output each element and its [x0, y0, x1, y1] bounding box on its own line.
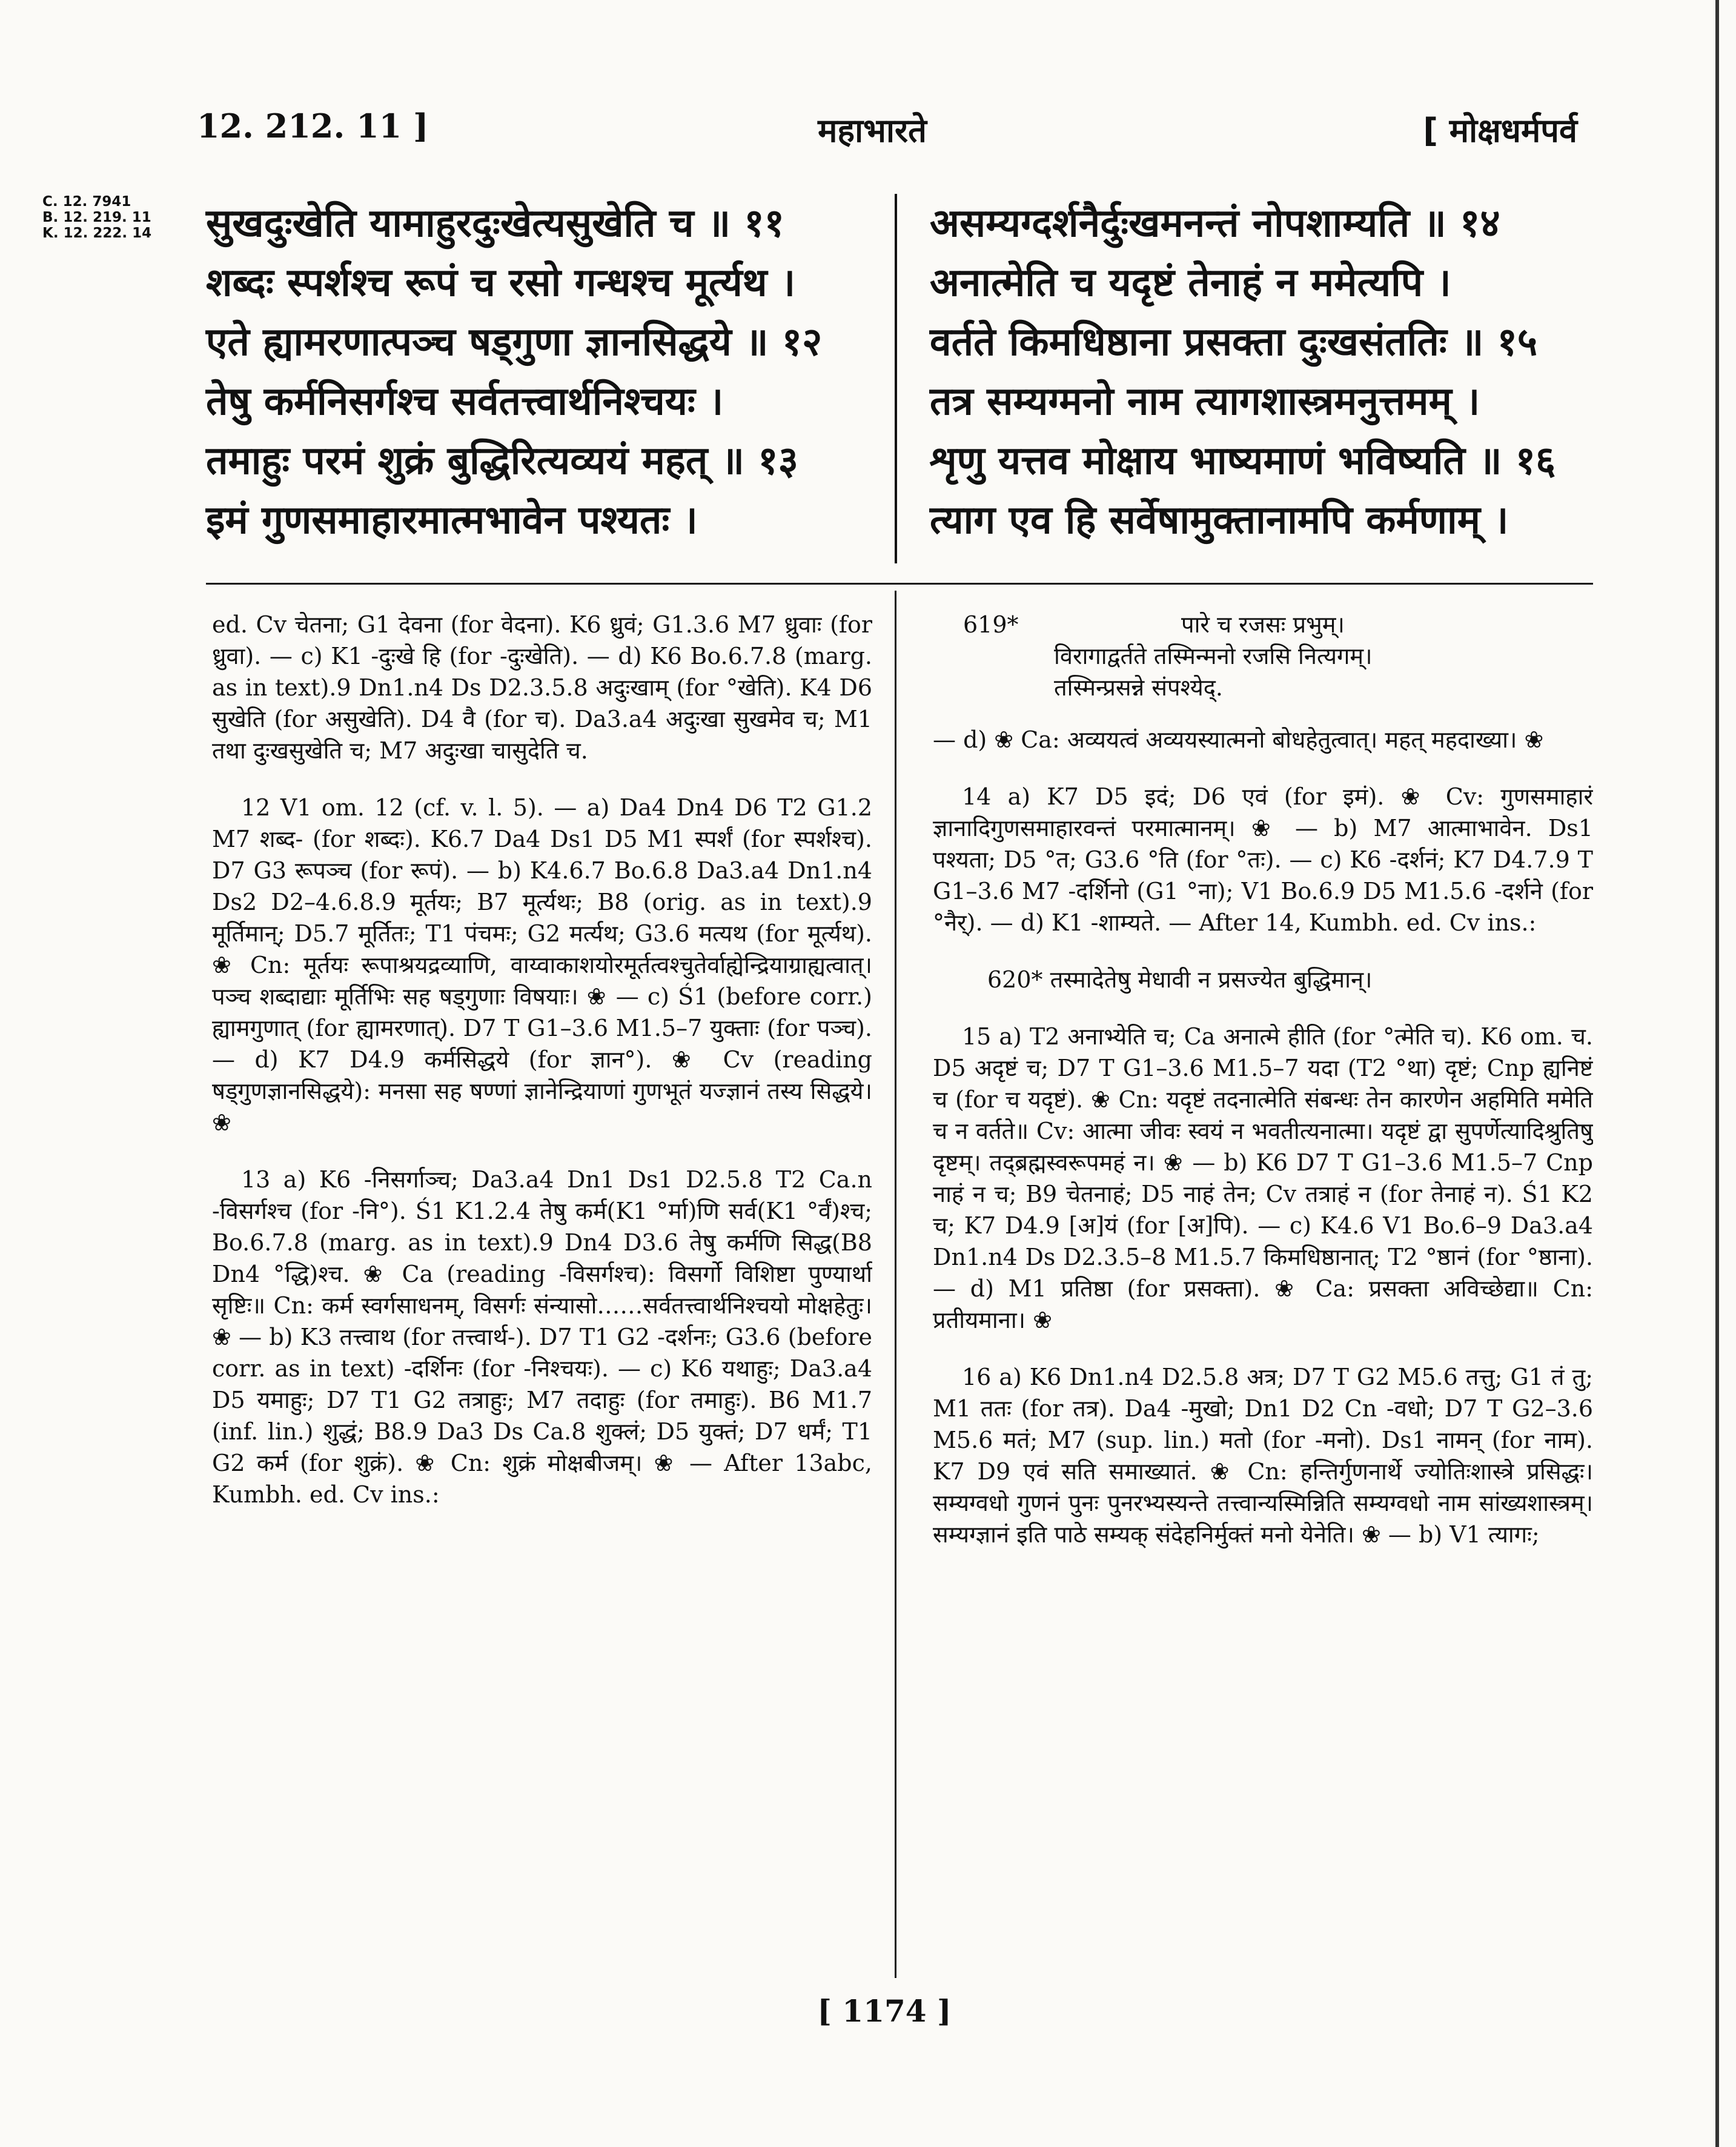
note-paragraph: — d) ❀ Ca: अव्ययत्वं अव्ययस्यात्मनो बोधहेतुत्वात्। महत् महदाख्या। ❀: [933, 726, 1544, 753]
verse-column-left: [206, 194, 878, 550]
verse-line: असम्यग्दर्शनैर्दुःखमनन्तं नोपशाम्यति ॥ १४: [930, 201, 1500, 246]
note-paragraph: 16 a) K6 Dn1.n4 D2.5.8 अत्र; D7 T G2 M5.6 तत्तु; G1 तं तु; M1 ततः (for तत्र). Da4 -मुखो; Dn1 D2 Cn -वधो; D7 T G2–3.6 M5.6 मतं; M7 (sup. lin.) मतो (for -मनो). Ds1 नामन् (for नाम). K7 D9 एवं सति समाख्यातं. ❀ Cn: हन्तिर्गुणनार्थे ज्योतिःशास्त्रे प्रसिद्धः। सम्यग्वधो गुणनं पुनः पुनरभ्यस्यन्ते तत्त्वान्यस्मिन्निति सम्यग्वधो नाम सांख्यशास्त्रम्। सम्यग्ज्ञानं इति पाठे सम्यक् संदेहनिर्मुक्तं मनो येनेति। ❀ — b) V1 त्यागः;: [933, 1364, 1593, 1548]
concordance-refs: [42, 194, 151, 241]
insert-number: 619*: [963, 611, 1019, 638]
verse-line: एते ह्यामरणात्पञ्च षड्गुणा ज्ञानसिद्धये ॥ १२: [206, 320, 823, 365]
insert-620: 620* तस्मादेतेषु मेधावी न प्रसज्येत बुद्धिमान्।: [987, 966, 1373, 993]
verse-line: अनात्मेति च यदृष्टं तेनाहं न ममेत्यपि ।: [930, 260, 1451, 305]
binding-edge: [1715, 0, 1719, 2147]
section-divider: [206, 583, 1593, 585]
concordance-ref: K. 12. 222. 14: [42, 225, 152, 241]
verse-reference: 12. 212. 11 ]: [197, 107, 429, 145]
insert-619: [933, 609, 1593, 703]
apparatus-left: [212, 609, 872, 1978]
verse-line: तमाहुः परमं शुक्रं बुद्धिरित्यव्ययं महत् ॥ १३: [206, 439, 798, 483]
verse-line: सुखदुःखेति यामाहुरदुःखेत्यसुखेति च ॥ ११: [206, 201, 784, 246]
note-paragraph: 14 a) K7 D5 इदं; D6 एवं (for इमं). ❀ Cv: गुणसमाहारं ज्ञानादिगुणसमाहारवन्तं परमात्मानम्। ❀ — b) M7 आत्माभावेन. Ds1 पश्यता; D5 °त; G3.6 °ति (for °तः). — c) K6 -दर्शनं; K7 D4.7.9 T G1–3.6 M7 -दर्शिनो (G1 °ना); V1 Bo.6.9 D5 M1.5.6 -दर्शने (for °नैर्). — d) K1 -शाम्यते. — After 14, Kumbh. ed. Cv ins.:: [933, 783, 1593, 936]
verse-column-right: [930, 194, 1590, 550]
verse-line: तत्र सम्यग्मनो नाम त्यागशास्त्रमनुत्तमम् ।: [930, 379, 1480, 424]
note-paragraph: 15 a) T2 अनाभ्येति च; Ca अनात्मे हीति (for °त्मेति च). K6 om. च. D5 अदृष्टं च; D7 T G1–3.6 M1.5–7 यदा (T2 °था) दृष्टं; Cnp ह्यनिष्टं च (for च यदृष्टं). ❀ Cn: यदृष्टं तदनात्मेति संबन्धः तेन कारणेन अहमिति ममेति च न वर्तते॥ Cv: आत्मा जीवः स्वयं न भवतीत्यनात्मा। यदृष्टं द्वा सुपर्णेत्यादिश्रुतिषु दृष्टम्। तद्ब्रह्मस्वरूपमहं न। ❀ — b) K6 D7 T G1–3.6 M1.5–7 Cnp नाहं न च; B9 चेतनाहं; D5 नाहं तेन; Cv तत्राहं न (for तेनाहं न). Ś1 K2 च; K7 D4.9 [अ]यं (for [अ]पि). — c) K4.6 V1 Bo.6–9 Da3.a4 Dn1.n4 Ds D2.3.5–8 M1.5.7 किमधिष्ठानात्; T2 °ष्ठानं (for °ष्ठाना). — d) M1 प्रतिष्ठा (for प्रसक्ता). ❀ Ca: प्रसक्ता अविच्छेद्या॥ Cn: प्रतीयमाना। ❀: [933, 1023, 1593, 1333]
page-number: [ 1174 ]: [817, 1993, 952, 2029]
column-divider-verse: [895, 194, 897, 563]
column-divider-notes: [895, 591, 896, 1978]
note-paragraph: ed. Cv चेतना; G1 देवना (for वेदना). K6 ध्रुवं; G1.3.6 M7 ध्रुवाः (for ध्रुवा). — c) K1 -दुःखे हि (for -दुःखेति). — d) K6 Bo.6.7.8 (marg. as in text).9 Dn1.n4 Ds D2.3.5.8 अदुःखाम् (for °खेति). K4 D6 सुखेति (for असुखेति). D4 वै (for च). Da3.a4 अदुःखा सुखमेव च; M1 तथा दुःखसुखेति च; M7 अदुःखा चासुदेति च.: [212, 611, 872, 764]
verse-line: शब्दः स्पर्शश्च रूपं च रसो गन्धश्च मूर्त्यथ ।: [206, 260, 796, 305]
section-title: [ मोक्षधर्मपर्व: [1423, 111, 1577, 150]
verse-line: तेषु कर्मनिसर्गश्च सर्वतत्त्वार्थनिश्चयः ।: [206, 379, 724, 424]
apparatus-right: [933, 609, 1593, 1978]
verse-line: त्याग एव हि सर्वेषामुक्तानामपि कर्मणाम् ।: [930, 498, 1509, 543]
verse-line: इमं गुणसमाहारमात्मभावेन पश्यतः ।: [206, 498, 698, 543]
verse-line: शृणु यत्तव मोक्षाय भाष्यमाणं भविष्यति ॥ १६: [930, 439, 1556, 483]
concordance-ref: B. 12. 219. 11: [42, 210, 151, 225]
note-paragraph: 13 a) K6 -निसर्गाञ्च; Da3.a4 Dn1 Ds1 D2.5.8 T2 Ca.n -विसर्गश्च (for -नि°). Ś1 K1.2.4 तेषु कर्म(K1 °र्मा)णि सर्व(K1 °र्वं)श्च; Bo.6.7.8 (marg. as in text).9 Dn4 D3.6 तेषु कर्मणि सिद्ध(B8 Dn4 °द्धि)श्च. ❀ Ca (reading -विसर्गश्च): विसर्गो विशिष्टा पुण्यार्था सृष्टिः॥ Cn: कर्म स्वर्गसाधनम्, विसर्गः संन्यासो……सर्वतत्त्वार्थनिश्चयो मोक्षहेतुः। ❀ — b) K3 तत्त्वाथ (for तत्त्वार्थ-). D7 T1 G2 -दर्शनः; G3.6 (before corr. as in text) -दर्शिनः (for -निश्चयः). — c) K6 यथाहुः; Da3.a4 D5 यमाहुः; D7 T1 G2 तत्राहुः; M7 तदाहुः (for तमाहुः). B6 M1.7 (inf. lin.) शुद्धं; B8.9 Da3 Ds Ca.8 शुक्लं; D5 युक्तं; D7 धर्मं; T1 G2 कर्म (for शुक्रं). ❀ Cn: शुक्रं मोक्षबीजम्। ❀ — After 13abc, Kumbh. ed. Cv ins.:: [212, 1166, 872, 1508]
concordance-ref: C. 12. 7941: [42, 194, 131, 210]
page-title: महाभारते: [818, 111, 927, 150]
note-paragraph: 12 V1 om. 12 (cf. v. l. 5). — a) Da4 Dn4 D6 T2 G1.2 M7 शब्द- (for शब्दः). K6.7 Da4 Ds1 D5 M1 स्पर्शं (for स्पर्शश्च). D7 G3 रूपञ्च (for रूपं). — b) K4.6.7 Bo.6.8 Da3.a4 Dn1.n4 Ds2 D2–4.6.8.9 मूर्तयः; B7 मूर्त्यथः; B8 (orig. as in text).9 मूर्तिमान्; D5.7 मूर्तितः; T1 पंचमः; G2 मर्त्यथ; G3.6 मत्यथ (for मूर्त्यथ). ❀ Cn: मूर्तयः रूपाश्रयद्रव्याणि, वाय्वाकाशयोरमूर्तत्वश्चुतेर्वाह्येन्द्रियाग्राह्यत्वात्। पञ्च शब्दाद्याः मूर्तिभिः सह षड्गुणाः विषयाः। ❀ — c) Ś1 (before corr.) ह्यामगुणात् (for ह्यामरणात्). D7 T G1–3.6 M1.5–7 युक्ताः (for पञ्च). — d) K7 D4.9 कर्मसिद्धये (for ज्ञान°). ❀ Cv (reading षड्गुणज्ञानसिद्धये): मनसा सह षण्णां ज्ञानेन्द्रियाणां गुणभूतं यज्ज्ञानं तस्य सिद्धये। ❀: [212, 794, 872, 1136]
verse-line: वर्तते किमधिष्ठाना प्रसक्ता दुःखसंततिः ॥ १५: [930, 320, 1538, 365]
insert-line: पारे च रजसः प्रभुम्।: [1181, 611, 1345, 638]
insert-line: तस्मिन्प्रसन्ने संपश्येद्.: [1054, 674, 1223, 701]
insert-line: विरागाद्वर्तते तस्मिन्मनो रजसि नित्यगम्।: [1054, 643, 1373, 669]
